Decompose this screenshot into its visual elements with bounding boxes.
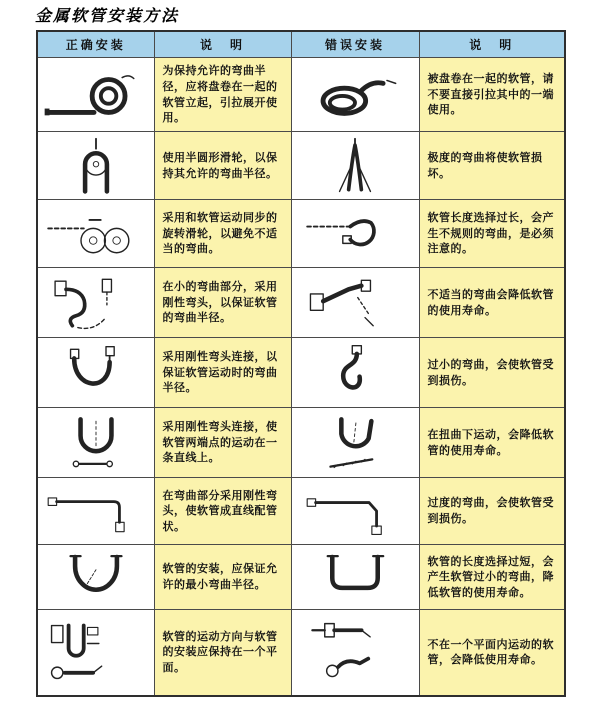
rigid-elbow-connection-icon (46, 341, 146, 405)
correct-description: 在弯曲部分采用刚性弯头，使软管成直线配管状。 (154, 478, 291, 545)
table-row (37, 478, 565, 545)
wrong-description: 软管长度选择过长，会产生不规则的弯曲，是必须注意的。 (419, 200, 565, 268)
table-row (37, 338, 565, 408)
correct-description: 采用和软管运动同步的旋转滑轮，以避免不适当的弯曲。 (154, 200, 291, 268)
synchronized-rotating-pulley-icon (42, 204, 150, 264)
straight-pipe-elbow-icon (42, 481, 150, 541)
table-row (37, 610, 565, 696)
min-bend-radius-u-icon (46, 547, 146, 607)
header-correct-install: 正确安装 (37, 31, 154, 58)
table-row (37, 545, 565, 610)
wrong-description: 极度的弯曲将使软管损坏。 (419, 132, 565, 200)
wrong-description: 不在一个平面内运动的软管，会降低使用寿命。 (419, 610, 565, 696)
aligned-u-hose-icon (46, 411, 146, 475)
extreme-bend-hose-icon (305, 136, 405, 196)
correct-description: 软管的运动方向与软管的安装应保持在一个平面。 (154, 610, 291, 696)
multi-plane-motion-icon (303, 617, 407, 687)
header-row (37, 31, 565, 58)
table-row (37, 408, 565, 478)
page-title: 金属软管安装方法 (35, 6, 180, 25)
wrong-description: 软管的长度选择过短，会产生软管过小的弯曲，降低软管的使用寿命。 (419, 545, 565, 610)
correct-description: 采用刚性弯头连接，使软管两端点的运动在一条直线上。 (154, 408, 291, 478)
rigid-elbow-small-bend-icon (46, 271, 146, 335)
wrong-description: 被盘卷在一起的软管，请不要直接引拉其中的一端使用。 (419, 58, 565, 132)
header-wrong-install: 错误安装 (291, 31, 419, 58)
correct-description: 在小的弯曲部分，采用刚性弯头，以保证软管的弯曲半径。 (154, 268, 291, 338)
correct-description: 软管的安装，应保证允许的最小弯曲半径。 (154, 545, 291, 610)
table-row (37, 58, 565, 132)
header-explanation-right: 说 明 (419, 31, 565, 58)
single-plane-motion-icon (44, 617, 148, 687)
wrong-description: 过小的弯曲，会使软管受到损伤。 (419, 338, 565, 408)
wrong-description: 不适当的弯曲会降低软管的使用寿命。 (419, 268, 565, 338)
overbent-pipe-icon (301, 481, 409, 541)
twisted-u-hose-icon (305, 411, 405, 475)
overlong-hose-loop-icon (303, 204, 407, 264)
installation-table (36, 30, 566, 697)
flat-coil-pull-hose-icon (301, 64, 409, 126)
correct-description: 为保持允许的弯曲半径，应将盘卷在一起的软管立起，引拉展开使用。 (154, 58, 291, 132)
wrong-description: 在扭曲下运动，会降低软管的使用寿命。 (419, 408, 565, 478)
correct-description: 采用刚性弯头连接，以保证软管运动时的弯曲半径。 (154, 338, 291, 408)
short-hose-tight-bend-icon (305, 547, 405, 607)
standing-coil-hose-icon (42, 64, 150, 126)
too-small-bend-icon (305, 341, 405, 405)
table-row (37, 132, 565, 200)
wrong-description: 过度的弯曲，会使软管受到损伤。 (419, 478, 565, 545)
semicircular-pulley-hose-icon (46, 136, 146, 196)
table-row (37, 200, 565, 268)
correct-description: 使用半圆形滑轮，以保持其允许的弯曲半径。 (154, 132, 291, 200)
improper-bend-hose-icon (305, 271, 405, 335)
table-row (37, 268, 565, 338)
header-explanation-left: 说 明 (154, 31, 291, 58)
